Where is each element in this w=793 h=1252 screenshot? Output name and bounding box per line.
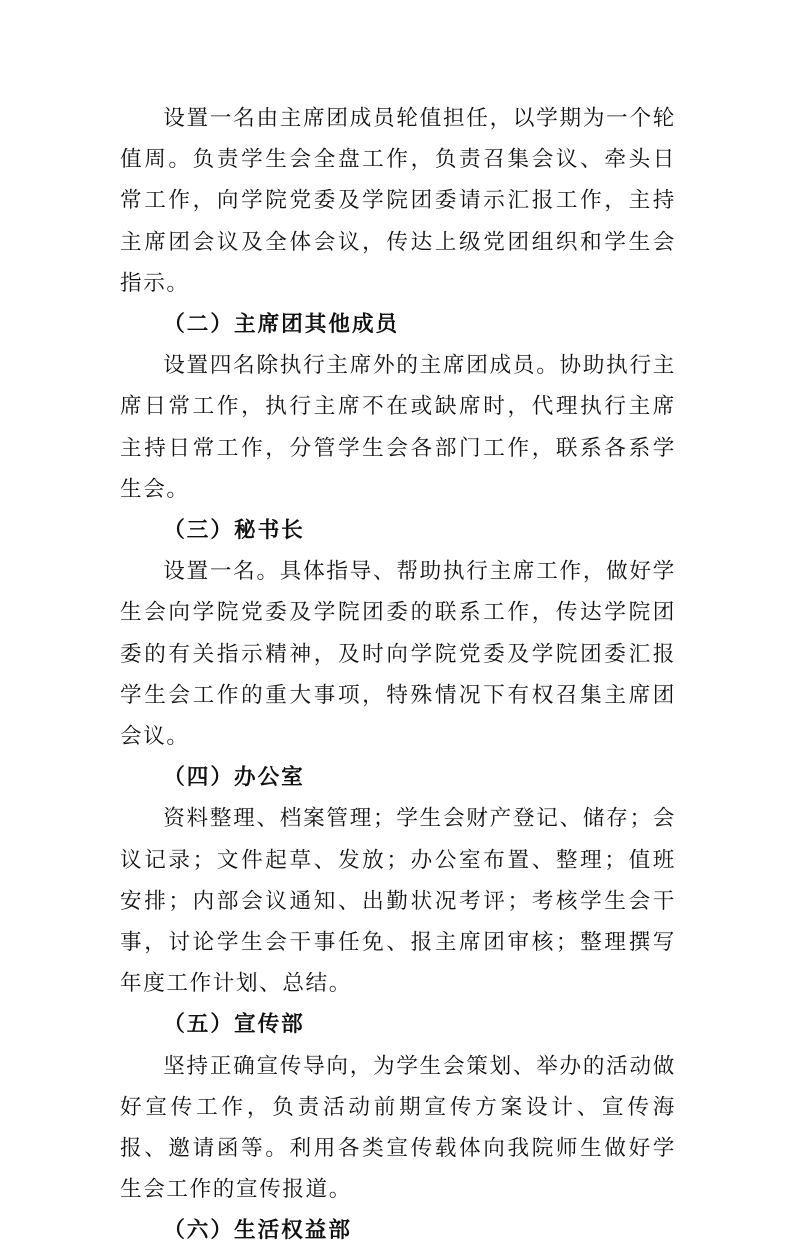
paragraph-secretary-general: 设置一名。具体指导、帮助执行主席工作，做好学生会向学院党委及学院团委的联系工作，传达学院团委的有关指示精神，及时向学院党委及学院团委汇报学生会工作的重大事项，特殊情况下有权召集主席团会议。 [120,559,676,750]
heading-life-rights-department: （六）生活权益部 [163,1218,352,1244]
document-body [120,98,676,1252]
paragraph-publicity-department: 坚持正确宣传导向，为学生会策划、举办的活动做好宣传工作，负责活动前期宣传方案设计、宣传海报、邀请函等。利用各类宣传载体向我院师生做好学生会工作的宣传报道。 [120,1053,676,1203]
heading-office: （四）办公室 [163,765,305,791]
paragraph-office: 资料整理、档案管理；学生会财产登记、储存；会议记录；文件起草、发放；办公室布置、整理；值班安排；内部会议通知、出勤状况考评；考核学生会干事，讨论学生会干事任免、报主席团审核；整理撰写年度工作计划、总结。 [120,806,676,997]
heading-secretary-general: （三）秘书长 [163,518,305,544]
paragraph-presidium-other-members: 设置四名除执行主席外的主席团成员。协助执行主席日常工作，执行主席不在或缺席时，代理执行主席主持日常工作，分管学生会各部门工作，联系各系学生会。 [120,353,676,502]
heading-publicity-department: （五）宣传部 [163,1012,305,1038]
paragraph-executive-chair-duties: 设置一名由主席团成员轮值担任，以学期为一个轮值周。负责学生会全盘工作，负责召集会议、牵头日常工作，向学院党委及学院团委请示汇报工作，主持主席团会议及全体会议，传达上级党团组织和学生会指示。 [120,106,676,296]
heading-presidium-other-members: （二）主席团其他成员 [163,312,400,338]
